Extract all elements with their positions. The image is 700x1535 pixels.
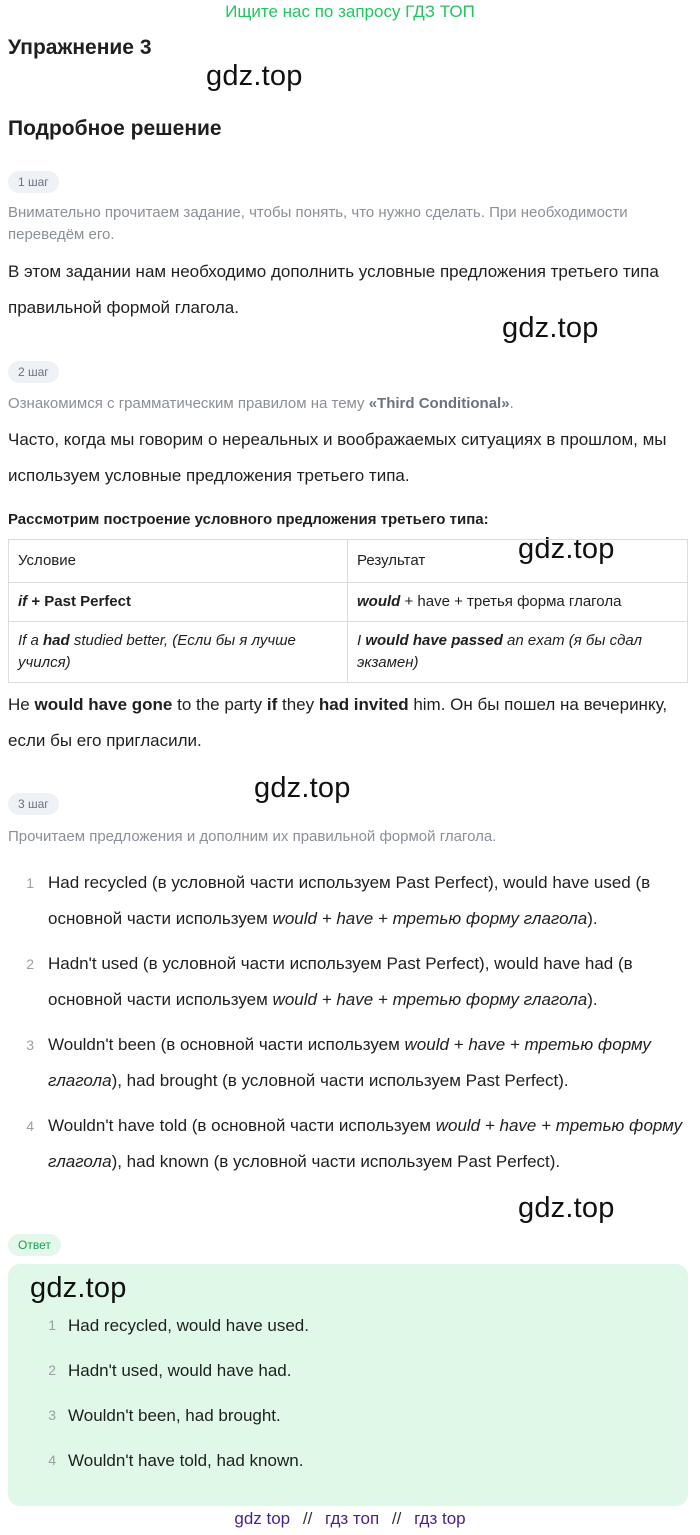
footer-links: [0, 1509, 700, 1529]
example-res-part: an exam (я бы сдал экзамен): [357, 632, 642, 671]
example-text: him. Он бы пошел на вечеринку, если бы его пригласили.: [8, 695, 668, 750]
step-1-text: В этом задании нам необходимо дополнить условные предложения третьего типа правильной формой глагола.: [8, 262, 659, 317]
item-number: 3: [26, 1037, 34, 1053]
step-3-badge: 3 шаг: [8, 793, 59, 815]
table-row: [9, 622, 688, 683]
example-text: He: [8, 695, 35, 714]
formula-would-rest: + have + третья форма глагола: [400, 593, 622, 610]
table-heading: Рассмотрим построение условного предложения третьего типа:: [8, 511, 489, 528]
item-text: [48, 1027, 692, 1099]
step-3-hint: Прочитаем предложения и дополним их правильной формой глагола.: [8, 828, 497, 845]
list-item: [8, 865, 692, 937]
exercise-title: Упражнение 3: [8, 36, 152, 59]
list-item: [30, 1357, 650, 1384]
step-2-text: Часто, когда мы говорим о нереальных и воображаемых ситуациях в прошлом, мы используем условные предложения третьего типа.: [8, 430, 667, 485]
item-number: 2: [26, 956, 34, 972]
rules-table: [8, 539, 688, 683]
item-text: Wouldn't have told, had known.: [68, 1451, 304, 1470]
step-2-hint-topic: «Third Conditional»: [368, 395, 510, 412]
table-cell-example-condition: [9, 622, 348, 683]
step-2-badge: 2 шаг: [8, 361, 59, 383]
watermark: gdz.top: [518, 533, 615, 565]
item-part: Wouldn't have told (в основной части используем: [48, 1116, 436, 1135]
item-text: [48, 946, 692, 1018]
example-cond-part: If a: [18, 632, 44, 649]
example-cond-bold: had: [43, 632, 70, 649]
table-row: [9, 583, 688, 622]
table-row: [9, 540, 688, 583]
formula-if-word: if: [18, 593, 28, 610]
item-number: 4: [26, 1118, 34, 1134]
item-number: 3: [48, 1407, 56, 1423]
formula-if-rest: + Past Perfect: [27, 593, 131, 610]
item-italic: would + have + третью форму глагола: [48, 1116, 683, 1171]
list-item: [30, 1447, 650, 1474]
step-2-hint-prefix: Ознакомимся с грамматическим правилом на тему: [8, 395, 369, 412]
step-2-example: [8, 687, 692, 759]
footer-link-gdz-top-mixed[interactable]: гдз top: [414, 1509, 466, 1528]
watermark: gdz.top: [206, 60, 303, 92]
item-text: [48, 865, 692, 937]
footer-link-gdz-top[interactable]: gdz top: [234, 1509, 291, 1528]
item-part: Had recycled (в условной части используем Past Perfect), would have used (в основной части используем: [48, 873, 651, 928]
table-cell-example-result: [348, 622, 688, 683]
example-text: to the party: [172, 695, 267, 714]
example-text: they: [277, 695, 319, 714]
list-item: [8, 946, 692, 1018]
formula-would-word: would: [357, 593, 401, 610]
item-text: [48, 1108, 692, 1180]
item-number: 4: [48, 1452, 56, 1468]
item-italic: would + have + третью форму глагола: [48, 1035, 651, 1090]
step-2-hint-suffix: .: [509, 395, 514, 412]
item-part: Wouldn't been (в основной части используем: [48, 1035, 405, 1054]
item-number: 2: [48, 1362, 56, 1378]
item-part: ), had brought (в условной части используем Past Perfect).: [111, 1071, 569, 1090]
top-banner[interactable]: Ищите нас по запросу ГДЗ ТОП: [225, 2, 475, 21]
table-header-condition: Условие: [9, 540, 348, 583]
table-header-result: Результат: [348, 540, 688, 583]
item-text: Wouldn't been, had brought.: [68, 1406, 281, 1425]
answer-list: [30, 1312, 650, 1492]
item-italic: would + have + третью форму глагола: [272, 909, 588, 928]
watermark: gdz.top: [518, 1192, 615, 1224]
item-italic: would + have + третью форму глагола: [272, 990, 588, 1009]
item-part: ).: [587, 909, 598, 928]
item-text: Had recycled, would have used.: [68, 1316, 309, 1335]
table-cell-formula-would: [348, 583, 688, 622]
watermark: gdz.top: [254, 772, 351, 804]
example-res-part: I: [357, 632, 366, 649]
table-cell-formula-if: [9, 583, 348, 622]
footer-separator: //: [391, 1509, 402, 1528]
list-item: [30, 1402, 650, 1429]
step-1-hint: Внимательно прочитаем задание, чтобы понять, что нужно сделать. При необходимости переведём его.: [8, 204, 628, 243]
step-1-badge: 1 шаг: [8, 171, 59, 193]
item-text: Hadn't used, would have had.: [68, 1361, 292, 1380]
example-res-bold: would have passed: [365, 632, 503, 649]
example-bold: would have gone: [34, 695, 173, 714]
item-part: ), had known (в условной части используем Past Perfect).: [111, 1152, 561, 1171]
footer-separator: //: [302, 1509, 313, 1528]
rules-table-wrap: [8, 539, 688, 683]
example-bold: had invited: [318, 695, 409, 714]
footer-link-gdz-top-ru[interactable]: гдз топ: [325, 1509, 380, 1528]
watermark: gdz.top: [30, 1272, 127, 1304]
list-item: [30, 1312, 650, 1339]
watermark: gdz.top: [502, 312, 599, 344]
item-part: ).: [587, 990, 598, 1009]
answer-badge: Ответ: [8, 1234, 61, 1256]
item-number: 1: [48, 1317, 56, 1333]
item-number: 1: [26, 875, 34, 891]
section-title: Подробное решение: [8, 117, 222, 140]
step-2-hint: [8, 393, 692, 415]
step-3-list: [8, 865, 692, 1189]
example-cond-part: studied better, (Если бы я лучше учился): [18, 632, 296, 671]
list-item: [8, 1027, 692, 1099]
example-bold: if: [266, 695, 278, 714]
list-item: [8, 1108, 692, 1180]
item-part: Hadn't used (в условной части используем Past Perfect), would have had (в основной части используем: [48, 954, 633, 1009]
